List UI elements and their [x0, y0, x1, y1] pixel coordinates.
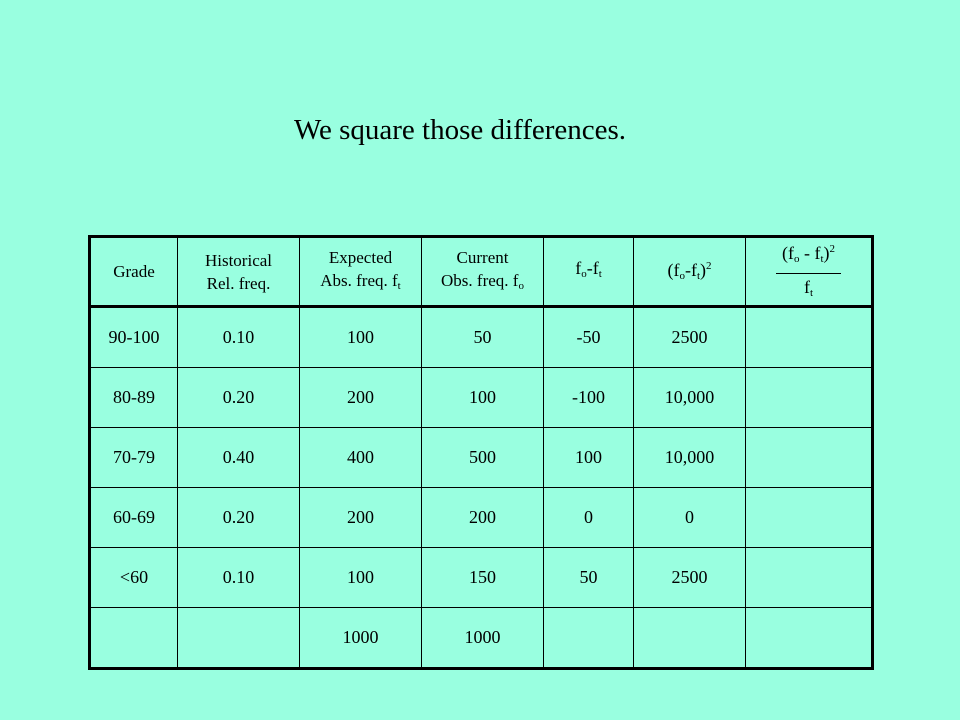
table-row: [90, 428, 873, 488]
header-expected: [300, 237, 422, 307]
cell-grade: 90-100: [90, 307, 178, 368]
cell-squared: 10,000: [634, 368, 746, 428]
header-current-sub: o: [518, 279, 524, 292]
cell-difference: 0: [544, 488, 634, 548]
cell-expected: 400: [300, 428, 422, 488]
total-difference: [544, 608, 634, 669]
cell-ratio: [746, 368, 873, 428]
header-expected-line2: Abs. freq. f: [320, 270, 398, 290]
total-expected: 1000: [300, 608, 422, 669]
cell-difference: 100: [544, 428, 634, 488]
table-row: [90, 548, 873, 608]
cell-squared: 2500: [634, 548, 746, 608]
header-current: [422, 237, 544, 307]
cell-difference: 50: [544, 548, 634, 608]
sq-minus-f: -f: [684, 260, 697, 280]
header-historical-line1: Historical: [204, 250, 273, 270]
num-sub-t: t: [820, 253, 824, 265]
cell-grade: 80-89: [90, 368, 178, 428]
chi-square-fraction: [776, 238, 841, 305]
cell-ratio: [746, 548, 873, 608]
cell-observed: 100: [422, 368, 544, 428]
cell-rel-freq: 0.40: [178, 428, 300, 488]
cell-rel-freq: 0.20: [178, 488, 300, 548]
table-row: [90, 368, 873, 428]
cell-observed: 50: [422, 307, 544, 368]
sq-close: ): [700, 260, 707, 280]
cell-observed: 200: [422, 488, 544, 548]
fraction-denominator: [776, 274, 841, 305]
header-chi-square-term: [746, 237, 873, 307]
header-current-line2: Obs. freq. f: [441, 270, 519, 290]
total-rel-freq: [178, 608, 300, 669]
cell-expected: 100: [300, 307, 422, 368]
num-open: (f: [781, 243, 794, 263]
num-minus-f: - f: [799, 243, 821, 263]
num-sub-o: o: [793, 253, 800, 265]
header-expected-line1: Expected: [328, 247, 393, 267]
sq-sub-t: t: [696, 270, 701, 282]
total-observed: 1000: [422, 608, 544, 669]
cell-difference: -50: [544, 307, 634, 368]
diff-minus-f: -f: [586, 258, 599, 278]
sq-open: (f: [667, 260, 680, 280]
sq-sup: 2: [706, 260, 712, 272]
header-row: [90, 237, 873, 307]
table-row: [90, 488, 873, 548]
header-historical: [178, 237, 300, 307]
cell-rel-freq: 0.10: [178, 307, 300, 368]
cell-observed: 500: [422, 428, 544, 488]
table-row: [90, 307, 873, 368]
fraction-numerator: [776, 238, 841, 274]
sq-sub-o: o: [679, 270, 685, 282]
total-grade: [90, 608, 178, 669]
den-f: f: [803, 277, 810, 297]
header-squared-difference: [634, 237, 746, 307]
cell-ratio: [746, 428, 873, 488]
cell-observed: 150: [422, 548, 544, 608]
diff-sub-o: o: [581, 268, 587, 280]
den-sub-t: t: [809, 287, 814, 299]
num-sup: 2: [829, 243, 836, 255]
slide-title: We square those differences.: [293, 114, 627, 146]
cell-ratio: [746, 488, 873, 548]
frequency-table: [88, 235, 874, 670]
cell-rel-freq: 0.10: [178, 548, 300, 608]
total-squared: [634, 608, 746, 669]
cell-grade: <60: [90, 548, 178, 608]
diff-sub-t: t: [598, 268, 602, 280]
cell-expected: 100: [300, 548, 422, 608]
cell-expected: 200: [300, 368, 422, 428]
header-historical-line2: Rel. freq.: [206, 273, 271, 293]
header-expected-sub: t: [397, 279, 401, 292]
header-difference: [544, 237, 634, 307]
cell-difference: -100: [544, 368, 634, 428]
header-grade: Grade: [90, 237, 178, 307]
cell-squared: 2500: [634, 307, 746, 368]
num-close: ): [823, 243, 830, 263]
cell-squared: 0: [634, 488, 746, 548]
cell-expected: 200: [300, 488, 422, 548]
cell-ratio: [746, 307, 873, 368]
cell-grade: 60-69: [90, 488, 178, 548]
total-ratio: [746, 608, 873, 669]
cell-rel-freq: 0.20: [178, 368, 300, 428]
cell-squared: 10,000: [634, 428, 746, 488]
diff-f: f: [575, 258, 582, 278]
totals-row: [90, 608, 873, 669]
header-current-line1: Current: [456, 247, 509, 267]
cell-grade: 70-79: [90, 428, 178, 488]
